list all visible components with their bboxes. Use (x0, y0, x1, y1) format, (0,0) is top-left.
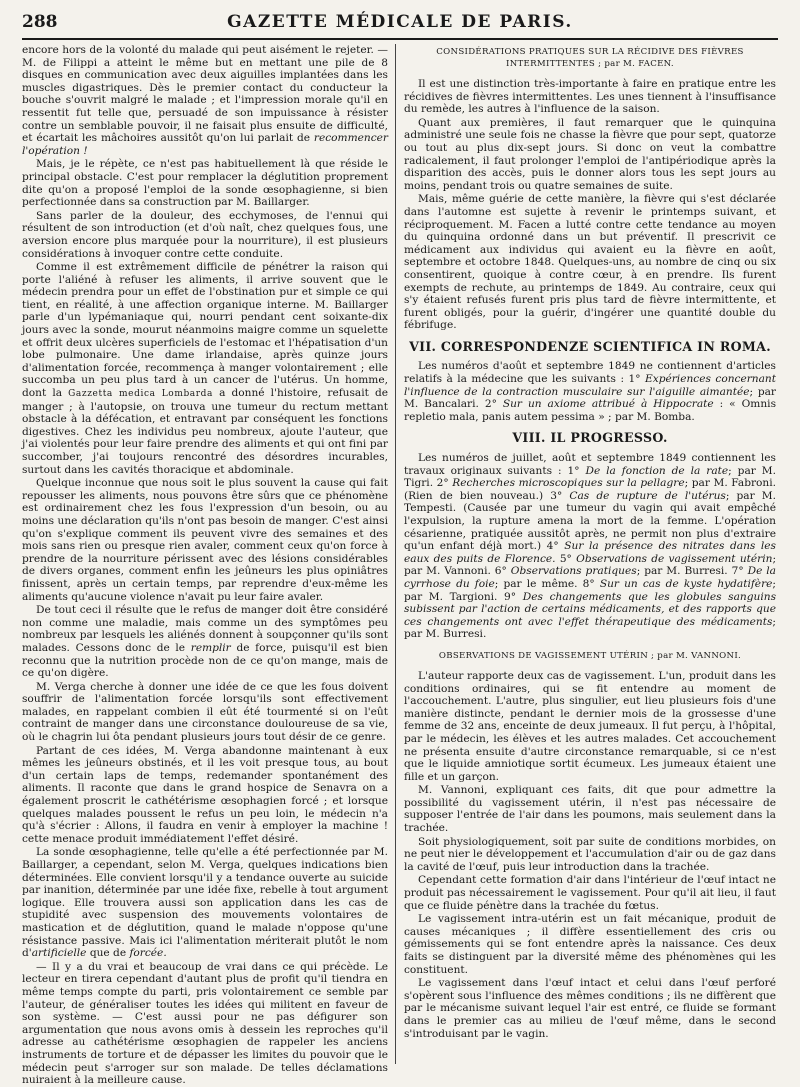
paragraph: Mais, même guérie de cette manière, la fièvre qui s'est déclarée dans l'automne est sujette à revenir le printemps suivant, et réciproquement. M. Facen a lutté contre cette tendance au moyen du quinquina ordonné dans un but préventif. Il prescrivit ce médicament aux individus qui avaient eu la fièvre en août, septembre et octobre 1848. Quelques-uns, au nombre de cinq ou six consentirent, quoique à contre cœur, à en prendre. Ils furent exempts de rechute, au printemps de 1849. Au contraire, ceux qui s'y étaient refusés furent pris plus tard de fièvre intermittente, et furent obligés, pour la guérir, d'ingérer une quantité double du fébrifuge. (404, 193, 776, 332)
paragraph: Il est une distinction très-importante à faire en pratique entre les récidives de fièvres intermittentes. Les unes tiennent à l'insuffisance du remède, les autres à l'influence de la saison. (404, 78, 776, 116)
italic-text: forcée. (129, 947, 167, 960)
italic-text: Observations de vagissement utérin (576, 552, 773, 565)
paragraph: Cependant cette formation d'air dans l'intérieur de l'œuf intact ne produit pas nécessairement le vagissement. Pour qu'il ait lieu, il faut que ce fluide pénètre dans la trachée du fœtus. (404, 874, 776, 912)
text: de force, puisqu'il est bien reconnu que la nutrition procède non de ce qu'on mange, mais de ce qu'on digère. (22, 641, 389, 680)
italic-text: recommencer l'opération ! (22, 132, 389, 157)
text: ; par M. Tigri. 2° (404, 464, 776, 490)
text: a donné l'histoire, refusait de manger ; à l'autopsie, on trouva une tumeur du rectum mettant obstacle à la défécation, et entravant par conséquent les fonctions digestives. Chez les individus peu nombreux, ajoute l'auteur, que j'ai violentés pour leur faire prendre des aliments et qui ont fini par succomber, j'ai toujours rencontré des désordres incurables, surtout dans les cavités thoracique et abdominale. (22, 387, 388, 476)
text: encore hors de la volonté du malade qui peut aisément le rejeter. — M. de Filippi a atteint le même but en mettant une pile de 8 disques en communication avec deux aiguilles implantées dans les muscles digastriques. Dès le premier contact du conducteur la bouche s'ouvrit malgré le malade ; et l'impression morale qu'il en ressentit fut telle que, persuadé de son impuissance à résister contre un semblable pouvoir, il ne faisait plus ensuite de difficulté, et écartait les mâchoires aussitôt qu'on lui parlait de (22, 44, 388, 145)
text: Les numéros d'août et septembre 1849 ne contiennent d'articles relatifs à la médecine que les suivants : 1° (404, 360, 776, 386)
right-column (404, 44, 776, 1069)
text: ; par M. Vannoni. 6° (404, 552, 777, 578)
paragraph: Mais, je le répète, ce n'est pas habituellement là que réside le principal obstacle. C'est pour remplacer la déglutition proprement dite qu'on a proposé l'emploi de la sonde œsophagienne, si bien perfectionnée dans sa construction par M. Baillarger. (22, 158, 388, 209)
paragraph: Quelque inconnue que nous soit le plus souvent la cause qui fait repousser les aliments, nous pouvons être sûrs que ce phénomène est ordinairement chez les fous l'expression d'un besoin, ou au moins une déclaration qu'ils n'ont pas besoin de manger. C'est ainsi qu'on s'explique comment ils peuvent vivre des semaines et des mois sans rien ou presque rien avaler, comment ceux qu'on force à prendre de la nourriture périssent avec des lésions considérables de divers organes, comment enfin les jeûneurs les plus opiniâtres finissent, après un certain temps, par reprendre d'eux-même les aliments qu'aucune violence n'avait pu leur faire avaler. (22, 477, 388, 603)
section-heading: VII. CORRESPONDENZE SCIENTIFICA IN ROMA. (409, 338, 771, 354)
italic-text: De la cyrrhose du foie (404, 565, 777, 590)
left-column (22, 44, 389, 1087)
text: La sonde œsophagienne, telle qu'elle a été perfectionnée par M. Baillarger, a cependant, selon M. Verga, quelques indications bien déterminées. Elle convient lorsqu'il y a tendance ouverte au suicide par inanition, déterminée par une idée fixe, rebelle à tout argument logique. Elle trouvera aussi son application dans les cas de stupidité avec suspension des mouvements volontaires de mastication et de déglutition, quand le malade n'oppose qu'une résistance passive. Mais ici l'alimentation mériterait plutôt le nom d' (22, 846, 388, 960)
paragraph: Partant de ces idées, M. Verga abandonne maintenant à eux mêmes les jeûneurs obstinés, et il les voit presque tous, au bout d'un certain laps de temps, redemander spontanément des aliments. Il raconte que dans le grand hospice de Senavra on a également proscrit le cathétérisme œsophagien forcé ; et lorsque quelques malades poussent le refus un peu loin, le médecin n'a qu'à s'écrier : Allons, il faudra en venir à employer la machine ! cette menace produit immédiatement l'effet désiré. (22, 744, 388, 845)
column-divider (395, 44, 396, 1064)
italic-text: Sur un cas de kyste hydatifère (599, 577, 773, 590)
paragraph (22, 261, 388, 476)
italic-text: Sur un axiome attribué à Hippocrate (502, 398, 714, 411)
italic-text: Expériences concernant l'influence de la contraction musculaire sur l'aiguille aimantée (404, 373, 776, 398)
paragraph: Le vagissement dans l'œuf intact et celui dans l'œuf perforé s'opèrent sous l'influence des mêmes conditions ; ils ne diffèrent que par le mécanisme suivant lequel l'air est entré, ce fluide se formant dans le premier cas au milieu de l'œuf même, dans le second s'introduisant par le vagin. (404, 977, 776, 1040)
page-number: 288 (22, 12, 58, 32)
italic-text: Cas de rupture de l'utérus (569, 489, 726, 502)
text: 5° (559, 552, 572, 565)
paragraph: Sans parler de la douleur, des ecchymoses, de l'ennui qui résultent de son introduction (et d'où naît, chez quelques fous, une aversion encore plus marquée pour la nourriture), il est plusieurs considérations à invoquer contre cette conduite. (22, 209, 388, 260)
text: ; par M. Burresi. (404, 615, 776, 641)
paragraph (404, 360, 776, 423)
paragraph: Soit physiologiquement, soit par suite de conditions morbides, on ne peut nier le développement et l'accumulation d'air ou de gaz dans la cavité de l'œuf, puis leur introduction dans la trachée. (404, 835, 776, 873)
paragraph: M. Vannoni, expliquant ces faits, dit que pour admettre la possibilité du vagissement utérin, il n'est pas nécessaire de supposer l'entrée de l'air dans les poumons, mais seulement dans la trachée. (404, 784, 776, 835)
italic-text: remplir (190, 641, 231, 654)
paragraph (22, 44, 388, 157)
article-title: OBSERVATIONS DE VAGISSEMENT UTÉRIN ; par M. VANNONI. (438, 650, 742, 661)
text: De tout ceci il résulte que le refus de manger doit être considéré non comme une maladie, mais comme un des symptômes peu nombreux par lesquels les aliénés donnent à soupçonner qu'ils sont malades. Cessons donc de le (22, 604, 388, 654)
text: Les numéros de juillet, août et septembre 1849 contiennent les travaux originaux suivants : 1° (404, 452, 776, 477)
text: ; par M. Tempesti. (Causée par une tumeur du vagin qui avait empêché l'expulsion, la rupture amena la mort de la femme. L'opération césarienne, pratiquée aussitôt après, ne permit non plus d'extraire qu'un enfant déjà mort.) 4° (404, 489, 776, 553)
paragraph: Le vagissement intra-utérin est un fait mécanique, produit de causes mécaniques ; il diffère essentiellement des cris ou gémissements qui se font entendre après la naissance. Ces deux faits se distinguent par la diversité même des phénomènes qui les constituent. (404, 913, 776, 976)
paragraph: M. Verga cherche à donner une idée de ce que les fous doivent souffrir de l'alimentation forcée lorsqu'ils sont effectivement malades, en rappelant combien il eût été tourmenté si on l'eût contraint de manger dans une circonstance douloureuse de sa vie, où le chagrin lui ôta pendant plusieurs jours tout désir de ce genre. (22, 680, 388, 744)
text: ; par M. Bancalari. 2° (404, 385, 776, 411)
italic-text: De la fonction de la rate (585, 464, 729, 477)
text: ; par M. Fabroni. (Rien de bien nouveau.) 3° (404, 477, 776, 502)
italic-text: artificielle (31, 947, 87, 960)
text: Comme il est extrêmement difficile de pénétrer la raison qui porte l'aliéné à refuser les aliments, il arrive souvent que le médecin prendra pour un effet de l'obstination pur et simple ce qui tient, en réalité, à une affection organique interne. M. Baillarger parle d'un lypémaniaque qui, nourri pendant cent soixante-dix jours avec la sonde, mourut néanmoins maigre comme un squelette et offrit deux ulcères superficiels de l'estomac et l'hépatisation d'un lobe pulmonaire. Une dame irlandaise, après quinze jours d'alimentation forcée, recommença à manger volontairement ; elle succomba un peu plus tard à un cancer de l'utérus. Un homme, dont la (22, 261, 388, 400)
italic-text: Observations pratiques (510, 565, 637, 578)
italic-text: Sur la présence des nitrates dans les eaux des puits de Florence. (404, 540, 776, 565)
paragraph (404, 452, 776, 641)
paragraph (22, 604, 388, 680)
italic-text: Recherches microscopiques sur la pellagre (452, 477, 685, 490)
italic-text: Des changements que les globules sanguins subissent par l'action de certains médicaments, et des rapports que ces changements ont avec l'effet thérapeutique des médicaments (404, 590, 777, 628)
section-heading: VIII. IL PROGRESSO. (512, 430, 668, 446)
article-title: CONSIDÉRATIONS PRATIQUES SUR LA RÉCIDIVE DES FIÈVRES INTERMITTENTES ; par M. FACEN. (436, 47, 744, 69)
paragraph: Quant aux premières, il faut remarquer que le quinquina administré une seule fois ne chasse la fièvre que pour sept, quatorze ou tout au plus dix-sept jours. Si donc on veut la combattre radicalement, il faut prolonger l'emploi de l'antipériodique après la disparition des accès, puis le donner alors tous les sept jours au moins, pendant trois ou quatre semaines de suite. (404, 116, 776, 192)
journal-name: Gazzetta medica Lombarda (68, 389, 214, 400)
text: : « Omnis repletio mala, panis autem pessima » ; par M. Bomba. (404, 398, 777, 423)
text: que de (89, 947, 127, 960)
text: ; par M. Targioni. 9° (404, 577, 776, 603)
paragraph: — Il y a du vrai et beaucoup de vrai dans ce qui précède. Le lecteur en tirera cependant d'autant plus de profit qu'il tiendra en même temps compte du parti, pris volontairement ce semble par l'auteur, de généraliser toutes les idées qui militent en faveur de son système. — C'est aussi pour ne pas défigurer son argumentation que nous avons omis à dessein les reproches qu'il adresse au cathétérisme œsophagien de rappeler les anciens instruments de torture et de dépasser les limites du pouvoir que le médecin peut s'arroger sur son malade. De telles déclamations nuiraient à la meilleure cause. (22, 960, 388, 1087)
paragraph: L'auteur rapporte deux cas de vagissement. L'un, produit dans les conditions ordinaires, qui se fit entendre au moment de l'accouchement. L'autre, plus singulier, eut lieu plusieurs fois d'une manière distincte, pendant le dernier mois de la grossesse d'une femme de 32 ans, enceinte de deux jumeaux. Il fut perçu, à l'hôpital, par le médecin, les élèves et les autres malades. Cet accouchement ne présenta ensuite d'autre circonstance remarquable, si ce n'est que le liquide amniotique sortit écumeux. Les jumeaux étaient une fille et un garçon. (404, 669, 776, 783)
page-header (22, 12, 778, 40)
journal-title: GAZETTE MÉDICALE DE PARIS. (227, 12, 573, 32)
paragraph (22, 846, 388, 959)
text: ; par le même. 8° (494, 577, 595, 590)
text: ; par M. Burresi. 7° (636, 565, 744, 578)
